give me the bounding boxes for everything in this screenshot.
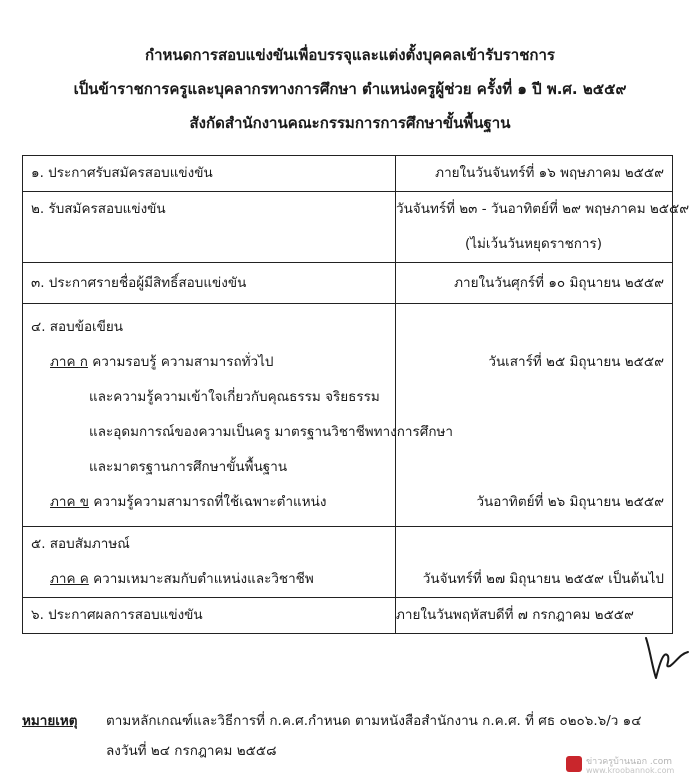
part-a-text: ความรอบรู้ ความสามารถทั่วไป	[92, 354, 274, 370]
watermark-logo	[566, 754, 696, 778]
date-interview: วันจันทร์ที่ ๒๗ มิถุนายน ๒๕๕๙ เป็นต้นไป	[422, 571, 664, 587]
part-b-label: ภาค ข	[50, 494, 90, 510]
document-header	[0, 38, 700, 140]
logo-icon	[566, 756, 582, 772]
activity-announce-application: ๑. ประกาศรับสมัครสอบแข่งขัน	[31, 165, 213, 181]
date-application: วันจันทร์ที่ ๒๓ - วันอาทิตย์ที่ ๒๙ พฤษภาคม ๒๕๕๙	[396, 201, 690, 217]
part-a-label: ภาค ก	[50, 354, 88, 370]
date-application-note: (ไม่เว้นวันหยุดราชการ)	[464, 236, 602, 252]
schedule-row-1	[23, 156, 673, 192]
note-text-line-1: ตามหลักเกณฑ์และวิธีการที่ ก.ค.ศ.กำหนด ตามหนังสือสำนักงาน ก.ค.ศ. ที่ ศธ ๐๒๐๖.๖/ว ๑๔	[106, 713, 642, 729]
schedule-row-6	[23, 598, 673, 634]
part-a-line-4: และมาตรฐานการศึกษาขั้นพื้นฐาน	[89, 459, 288, 475]
schedule-row-2	[23, 192, 673, 263]
part-c-label: ภาค ค	[50, 571, 89, 587]
schedule-row-3	[23, 263, 673, 304]
part-b-text: ความรู้ความสามารถที่ใช้เฉพาะตำแหน่ง	[93, 494, 327, 510]
schedule-row-4	[23, 304, 673, 527]
note-text-line-2: ลงวันที่ ๒๔ กรกฎาคม ๒๕๕๘	[106, 743, 277, 759]
date-announce-eligible: ภายในวันศุกร์ที่ ๑๐ มิถุนายน ๒๕๕๙	[454, 275, 664, 291]
activity-announce-eligible: ๓. ประกาศรายชื่อผู้มีสิทธิ์สอบแข่งขัน	[31, 275, 247, 291]
header-line-2: เป็นข้าราชการครูและบุคลากรทางการศึกษา ตำแหน่งครูผู้ช่วย ครั้งที่ ๑ ปี พ.ศ. ๒๕๕๙	[73, 80, 627, 98]
part-a-line-1	[23, 345, 395, 380]
header-line-3: สังกัดสำนักงานคณะกรรมการการศึกษาขั้นพื้นฐาน	[189, 114, 511, 132]
watermark-url: www.kroobannok.com	[586, 766, 675, 775]
date-announce-results: ภายในวันพฤหัสบดีที่ ๗ กรกฎาคม ๒๕๕๙	[396, 607, 634, 623]
watermark-name: ข่าวครูบ้านนอก .com	[586, 757, 672, 767]
note-label: หมายเหตุ	[22, 713, 78, 729]
part-a-line-2: และความรู้ความเข้าใจเกี่ยวกับคุณธรรม จริยธรรม	[89, 389, 380, 405]
note-section	[22, 706, 641, 766]
activity-announce-results: ๖. ประกาศผลการสอบแข่งขัน	[31, 607, 203, 623]
schedule-row-5	[23, 527, 673, 598]
date-announce-application: ภายในวันจันทร์ที่ ๑๖ พฤษภาคม ๒๕๕๙	[435, 165, 664, 181]
date-part-a: วันเสาร์ที่ ๒๕ มิถุนายน ๒๕๕๙	[488, 354, 664, 370]
part-c-text: ความเหมาะสมกับตำแหน่งและวิชาชีพ	[93, 571, 314, 587]
part-b-line	[23, 485, 395, 520]
date-part-b: วันอาทิตย์ที่ ๒๖ มิถุนายน ๒๕๕๙	[476, 494, 664, 510]
header-line-1: กำหนดการสอบแข่งขันเพื่อบรรจุและแต่งตั้งบุคคลเข้ารับราชการ	[145, 46, 555, 64]
schedule-table	[22, 155, 690, 634]
activity-application: ๒. รับสมัครสอบแข่งขัน	[31, 201, 166, 217]
handwritten-signature	[640, 632, 694, 682]
part-a-line-3: และอุดมการณ์ของความเป็นครู มาตรฐานวิชาชีพทางการศึกษา	[89, 424, 453, 440]
activity-interview: ๕. สอบสัมภาษณ์	[31, 536, 130, 552]
activity-written-exam: ๔. สอบข้อเขียน	[31, 319, 124, 335]
part-c-line	[23, 562, 395, 597]
